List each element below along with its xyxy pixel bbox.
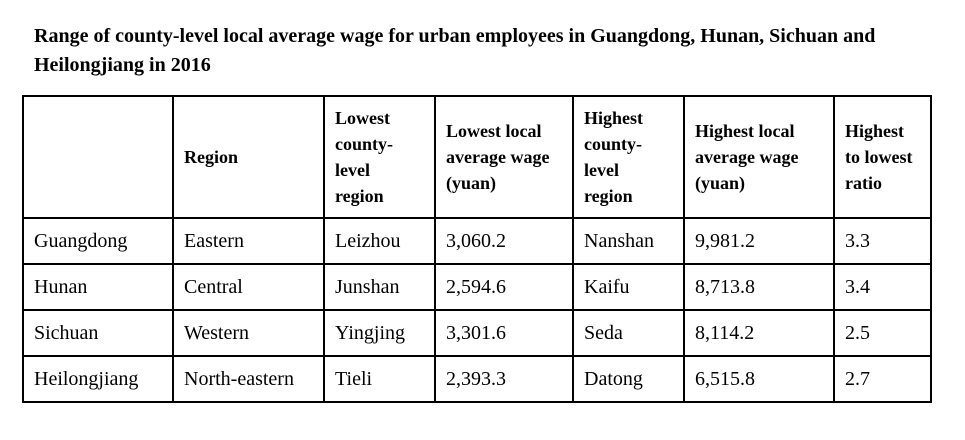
- header-cell-highest-wage: Highest local average wage (yuan): [684, 96, 834, 218]
- table-cell: 9,981.2: [684, 218, 834, 264]
- table-cell: 3,301.6: [435, 310, 573, 356]
- header-cell-lowest-wage: Lowest local average wage (yuan): [435, 96, 573, 218]
- table-cell: 3,060.2: [435, 218, 573, 264]
- table-cell: Central: [173, 264, 324, 310]
- table-cell: 2,393.3: [435, 356, 573, 402]
- wage-table: [22, 95, 932, 403]
- table-cell: Western: [173, 310, 324, 356]
- table-cell: Leizhou: [324, 218, 435, 264]
- table-cell: Seda: [573, 310, 684, 356]
- page-title: Range of county-level local average wage for urban employees in Guangdong, Hunan, Sichuan and Heilongjiang in 2016: [34, 25, 876, 76]
- table-cell: Eastern: [173, 218, 324, 264]
- table-cell: 2.5: [834, 310, 931, 356]
- table-cell: 3.3: [834, 218, 931, 264]
- header-row: [23, 96, 931, 218]
- table-cell: Sichuan: [23, 310, 173, 356]
- header-cell-highest-region: Highest county-level region: [573, 96, 684, 218]
- table-cell: Tieli: [324, 356, 435, 402]
- header-cell-region: Region: [173, 96, 324, 218]
- table-cell: Guangdong: [23, 218, 173, 264]
- table-cell: Datong: [573, 356, 684, 402]
- table-cell: Kaifu: [573, 264, 684, 310]
- table-row: [23, 264, 931, 310]
- table-cell: 2.7: [834, 356, 931, 402]
- table-cell: 6,515.8: [684, 356, 834, 402]
- header-cell-lowest-region: Lowest county-level region: [324, 96, 435, 218]
- table-cell: 3.4: [834, 264, 931, 310]
- table-cell: Nanshan: [573, 218, 684, 264]
- table-row: [23, 218, 931, 264]
- table-cell: 8,713.8: [684, 264, 834, 310]
- table-cell: 2,594.6: [435, 264, 573, 310]
- header-cell-province: [23, 96, 173, 218]
- table-cell: Heilongjiang: [23, 356, 173, 402]
- table-cell: Yingjing: [324, 310, 435, 356]
- table-cell: 8,114.2: [684, 310, 834, 356]
- table-cell: Junshan: [324, 264, 435, 310]
- table-row: [23, 310, 931, 356]
- table-cell: North-eastern: [173, 356, 324, 402]
- table-row: [23, 356, 931, 402]
- table-cell: Hunan: [23, 264, 173, 310]
- header-cell-ratio: Highest to lowest ratio: [834, 96, 931, 218]
